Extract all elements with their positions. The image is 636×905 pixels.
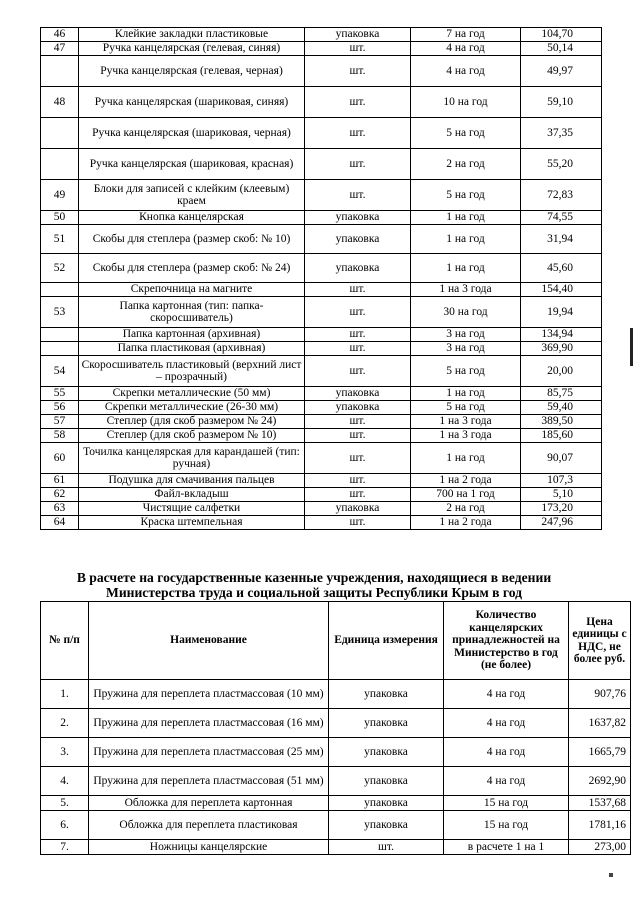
unit: упаковка [329,796,444,811]
table-row [41,429,602,443]
price: 74,55 [521,211,602,225]
price: 154,40 [521,283,602,297]
table-row [41,474,602,488]
scan-dot [609,873,613,877]
table-row [41,415,602,429]
quantity: 30 на год [411,297,521,328]
unit: упаковка [329,738,444,767]
price: 1665,79 [569,738,631,767]
unit: упаковка [305,502,411,516]
price: 5,10 [521,488,602,502]
table-row [41,767,631,796]
section-heading: В расчете на государственные казенные учреждения, находящиеся в ведении Министерства труда и социальной защиты Республики Крым в год [76,570,552,600]
quantity: 1 на год [411,225,521,254]
price: 59,40 [521,401,602,415]
price: 907,76 [569,680,631,709]
price: 55,20 [521,149,602,180]
table-row [41,387,602,401]
table-row [41,211,602,225]
unit: шт. [305,328,411,342]
row-number: 53 [41,297,79,328]
item-name: Папка картонная (архивная) [79,328,305,342]
item-name: Подушка для смачивания пальцев [79,474,305,488]
quantity: 3 на год [411,328,521,342]
unit: шт. [305,443,411,474]
row-number [41,283,79,297]
quantity: 4 на год [444,767,569,796]
price: 1537,68 [569,796,631,811]
quantity: 2 на год [411,149,521,180]
unit: шт. [305,283,411,297]
table-row [41,225,602,254]
item-name: Пружина для переплета пластмассовая (10 мм) [89,680,329,709]
row-number: 48 [41,87,79,118]
quantity: 4 на год [411,42,521,56]
unit: упаковка [305,225,411,254]
quantity: 4 на год [444,709,569,738]
price: 369,90 [521,342,602,356]
row-number: 51 [41,225,79,254]
price: 273,00 [569,840,631,855]
table-row [41,709,631,738]
unit: шт. [305,56,411,87]
table-row [41,283,602,297]
row-number: 7. [41,840,89,855]
item-name: Скоросшиватель пластиковый (верхний лист – прозрачный) [79,356,305,387]
item-name: Ручка канцелярская (шариковая, синяя) [79,87,305,118]
quantity: 1 на 3 года [411,415,521,429]
quantity: 1 на год [411,443,521,474]
quantity: 1 на 2 года [411,516,521,530]
table-row [41,680,631,709]
price: 1781,16 [569,811,631,840]
price: 37,35 [521,118,602,149]
unit: шт. [305,474,411,488]
table-row [41,342,602,356]
unit: упаковка [305,211,411,225]
unit: шт. [329,840,444,855]
item-name: Скрепочница на магните [79,283,305,297]
row-number: 63 [41,502,79,516]
item-name: Ручка канцелярская (гелевая, черная) [79,56,305,87]
item-name: Папка картонная (тип: папка-скоросшиватель) [79,297,305,328]
row-number [41,56,79,87]
item-name: Скрепки металлические (50 мм) [79,387,305,401]
item-name: Файл-вкладыш [79,488,305,502]
quantity: 4 на год [411,56,521,87]
table-row [41,56,602,87]
unit: шт. [305,180,411,211]
price: 49,97 [521,56,602,87]
price: 31,94 [521,225,602,254]
table-row [41,297,602,328]
header-unit: Единица измерения [329,602,444,680]
row-number: 2. [41,709,89,738]
row-number [41,118,79,149]
row-number [41,328,79,342]
row-number: 4. [41,767,89,796]
item-name: Краска штемпельная [79,516,305,530]
quantity: в расчете 1 на 1 [444,840,569,855]
row-number [41,149,79,180]
quantity: 5 на год [411,356,521,387]
price: 107,3 [521,474,602,488]
quantity: 2 на год [411,502,521,516]
item-name: Папка пластиковая (архивная) [79,342,305,356]
price: 85,75 [521,387,602,401]
item-name: Клейкие закладки пластиковые [79,28,305,42]
item-name: Пружина для переплета пластмассовая (25 мм) [89,738,329,767]
item-name: Обложка для переплета пластиковая [89,811,329,840]
unit: шт. [305,429,411,443]
row-number: 3. [41,738,89,767]
table-row [41,180,602,211]
price: 134,94 [521,328,602,342]
table-row [41,840,631,855]
unit: упаковка [305,254,411,283]
state-institutions-table [40,601,631,855]
price: 247,96 [521,516,602,530]
price: 104,70 [521,28,602,42]
item-name: Ручка канцелярская (гелевая, синяя) [79,42,305,56]
row-number: 56 [41,401,79,415]
table-row [41,118,602,149]
unit: шт. [305,118,411,149]
price: 45,60 [521,254,602,283]
item-name: Степлер (для скоб размером № 10) [79,429,305,443]
table-row [41,811,631,840]
unit: упаковка [329,767,444,796]
row-number: 64 [41,516,79,530]
item-name: Пружина для переплета пластмассовая (51 мм) [89,767,329,796]
quantity: 15 на год [444,811,569,840]
price: 389,50 [521,415,602,429]
quantity: 1 на год [411,211,521,225]
unit: упаковка [305,28,411,42]
item-name: Обложка для переплета картонная [89,796,329,811]
price: 2692,90 [569,767,631,796]
header-price: Цена единицы с НДС, не более руб. [569,602,631,680]
quantity: 10 на год [411,87,521,118]
item-name: Степлер (для скоб размером № 24) [79,415,305,429]
item-name: Скобы для степлера (размер скоб: № 24) [79,254,305,283]
unit: упаковка [329,680,444,709]
unit: шт. [305,356,411,387]
table-row [41,738,631,767]
price: 20,00 [521,356,602,387]
quantity: 15 на год [444,796,569,811]
quantity: 1 на год [411,387,521,401]
row-number: 47 [41,42,79,56]
row-number [41,342,79,356]
header-name: Наименование [89,602,329,680]
unit: шт. [305,87,411,118]
price: 173,20 [521,502,602,516]
table-row [41,796,631,811]
unit: шт. [305,415,411,429]
row-number: 57 [41,415,79,429]
table-row [41,328,602,342]
item-name: Блоки для записей с клейким (клеевым) краем [79,180,305,211]
table-row [41,516,602,530]
header-quantity: Количество канцелярских принадлежностей на Министерство в год (не более) [444,602,569,680]
price: 19,94 [521,297,602,328]
unit: шт. [305,297,411,328]
row-number: 60 [41,443,79,474]
price: 185,60 [521,429,602,443]
quantity: 1 на 3 года [411,283,521,297]
row-number: 6. [41,811,89,840]
unit: упаковка [305,401,411,415]
table-row [41,42,602,56]
unit: шт. [305,149,411,180]
item-name: Скобы для степлера (размер скоб: № 10) [79,225,305,254]
row-number: 1. [41,680,89,709]
item-name: Ручка канцелярская (шариковая, красная) [79,149,305,180]
supplies-table-continued [40,27,602,530]
unit: шт. [305,488,411,502]
row-number: 61 [41,474,79,488]
item-name: Чистящие салфетки [79,502,305,516]
row-number: 54 [41,356,79,387]
quantity: 5 на год [411,401,521,415]
quantity: 7 на год [411,28,521,42]
table-row [41,254,602,283]
item-name: Точилка канцелярская для карандашей (тип: ручная) [79,443,305,474]
table-row [41,149,602,180]
row-number: 49 [41,180,79,211]
unit: упаковка [305,387,411,401]
item-name: Скрепки металлические (26-30 мм) [79,401,305,415]
unit: упаковка [329,709,444,738]
unit: шт. [305,42,411,56]
row-number: 58 [41,429,79,443]
quantity: 4 на год [444,738,569,767]
price: 59,10 [521,87,602,118]
quantity: 5 на год [411,180,521,211]
row-number: 50 [41,211,79,225]
scan-edge-mark [630,328,633,366]
table-row [41,443,602,474]
row-number: 46 [41,28,79,42]
table-row [41,401,602,415]
price: 1637,82 [569,709,631,738]
table-row [41,87,602,118]
quantity: 3 на год [411,342,521,356]
item-name: Ножницы канцелярские [89,840,329,855]
quantity: 1 на год [411,254,521,283]
unit: шт. [305,342,411,356]
row-number: 5. [41,796,89,811]
unit: упаковка [329,811,444,840]
quantity: 1 на 3 года [411,429,521,443]
header-number: № п/п [41,602,89,680]
table-header-row [41,602,631,680]
row-number: 52 [41,254,79,283]
quantity: 1 на 2 года [411,474,521,488]
unit: шт. [305,516,411,530]
price: 90,07 [521,443,602,474]
price: 50,14 [521,42,602,56]
quantity: 700 на 1 год [411,488,521,502]
price: 72,83 [521,180,602,211]
table-row [41,356,602,387]
row-number: 62 [41,488,79,502]
quantity: 5 на год [411,118,521,149]
item-name: Кнопка канцелярская [79,211,305,225]
table-row [41,502,602,516]
row-number: 55 [41,387,79,401]
item-name: Ручка канцелярская (шариковая, черная) [79,118,305,149]
table-row [41,28,602,42]
quantity: 4 на год [444,680,569,709]
table-row [41,488,602,502]
item-name: Пружина для переплета пластмассовая (16 мм) [89,709,329,738]
